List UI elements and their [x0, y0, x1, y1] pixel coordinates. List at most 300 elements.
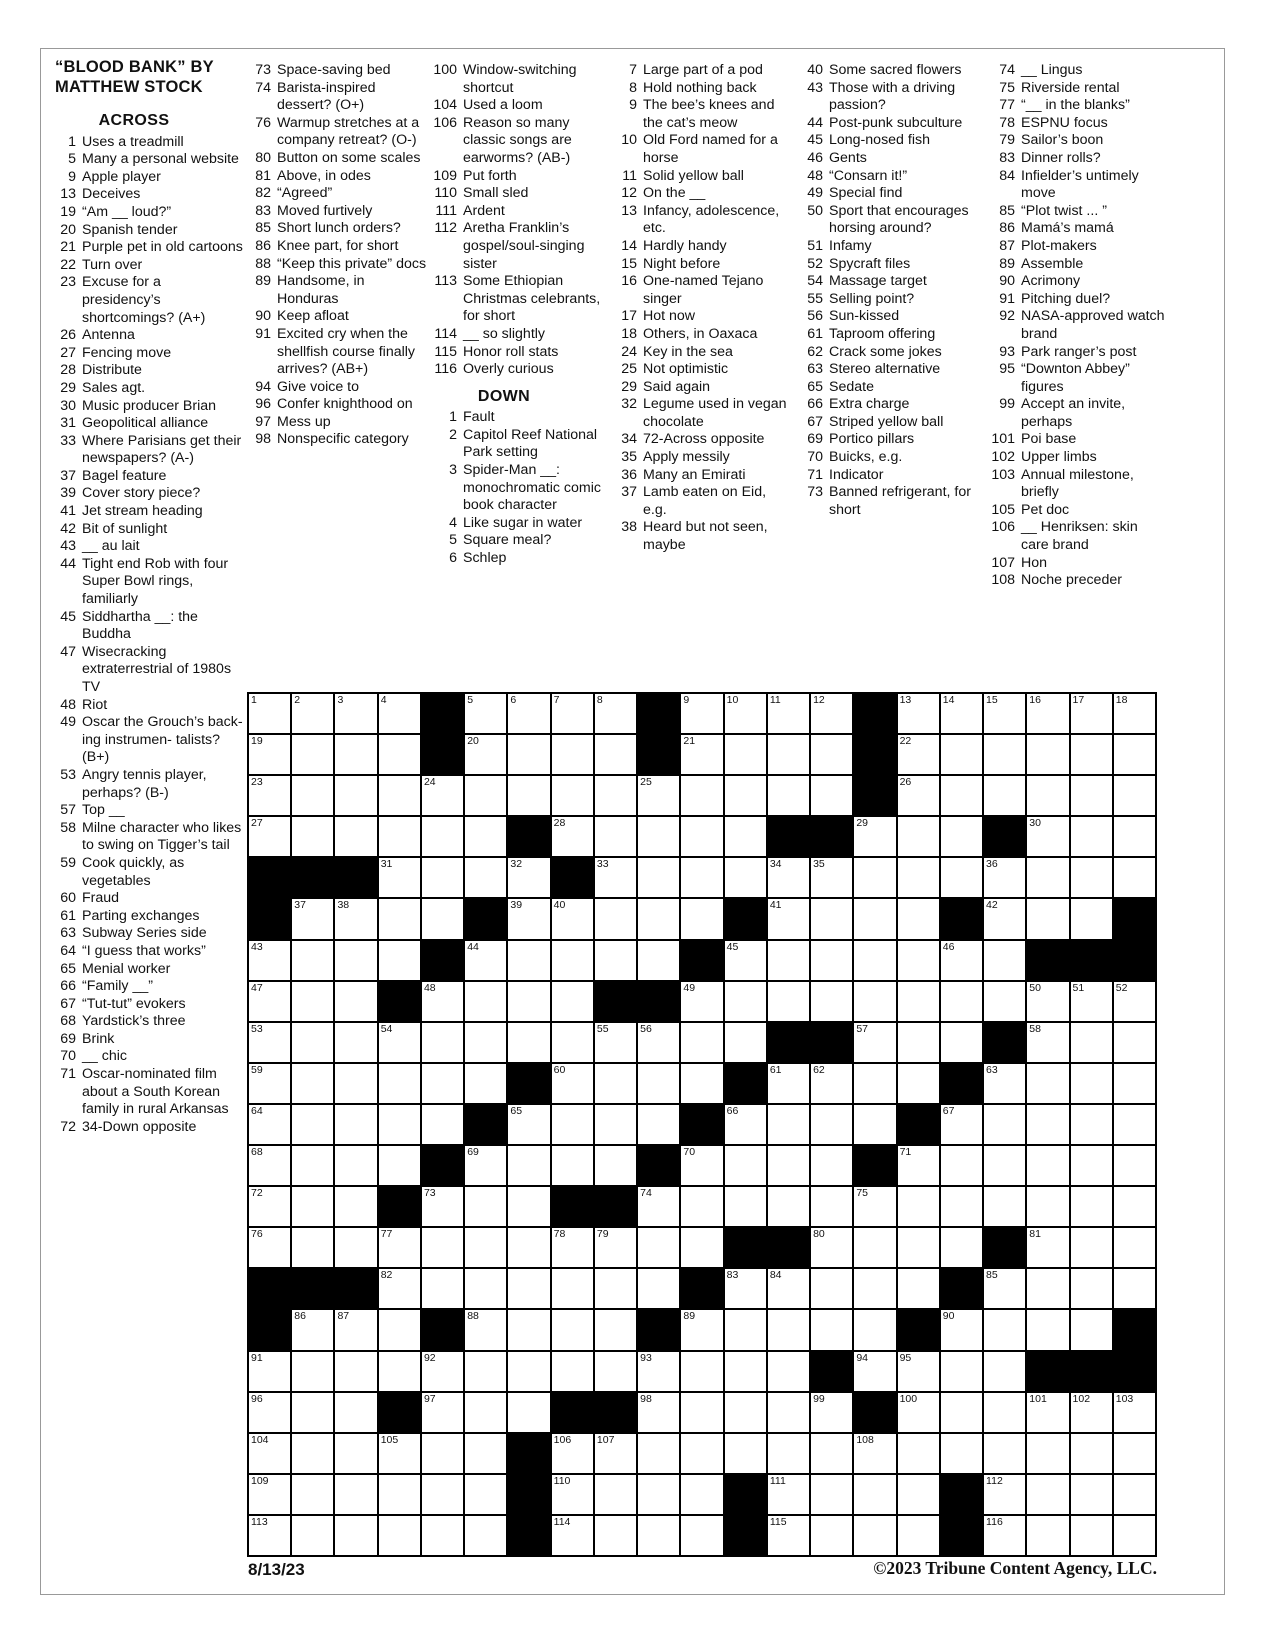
grid-cell[interactable] — [1071, 817, 1112, 856]
grid-cell[interactable] — [725, 1146, 766, 1185]
grid-cell[interactable] — [508, 694, 549, 733]
grid-cell[interactable] — [725, 858, 766, 897]
grid-cell[interactable] — [335, 1187, 376, 1226]
grid-cell[interactable] — [552, 1023, 593, 1062]
grid-cell[interactable] — [1027, 858, 1068, 897]
grid-cell[interactable] — [249, 1352, 290, 1391]
grid-cell[interactable] — [638, 941, 679, 980]
grid-cell[interactable] — [1027, 1434, 1068, 1473]
grid-cell[interactable] — [1027, 1064, 1068, 1103]
grid-cell[interactable] — [249, 982, 290, 1021]
grid-cell[interactable] — [638, 1352, 679, 1391]
grid-cell[interactable] — [725, 776, 766, 815]
grid-cell[interactable] — [422, 1269, 463, 1308]
grid-cell[interactable] — [811, 1269, 852, 1308]
grid-cell[interactable] — [422, 1105, 463, 1144]
grid-cell[interactable] — [335, 1064, 376, 1103]
grid-cell[interactable] — [595, 1146, 636, 1185]
grid-cell[interactable] — [854, 817, 895, 856]
grid-cell[interactable] — [292, 1146, 333, 1185]
grid-cell[interactable] — [335, 982, 376, 1021]
grid-cell[interactable] — [681, 858, 722, 897]
grid-cell[interactable] — [552, 941, 593, 980]
grid-cell[interactable] — [249, 1228, 290, 1267]
grid-cell[interactable] — [552, 899, 593, 938]
grid-cell[interactable] — [249, 694, 290, 733]
grid-cell[interactable] — [335, 694, 376, 733]
grid-cell[interactable] — [638, 776, 679, 815]
grid-cell[interactable] — [465, 776, 506, 815]
grid-cell[interactable] — [422, 776, 463, 815]
grid-cell[interactable] — [1071, 1269, 1112, 1308]
grid-cell[interactable] — [465, 1393, 506, 1432]
grid-cell[interactable] — [984, 941, 1025, 980]
grid-cell[interactable] — [854, 1187, 895, 1226]
grid-cell[interactable] — [1114, 1187, 1155, 1226]
grid-cell[interactable] — [898, 982, 939, 1021]
grid-cell[interactable] — [292, 1393, 333, 1432]
grid-cell[interactable] — [1027, 1516, 1068, 1555]
grid-cell[interactable] — [422, 1352, 463, 1391]
grid-cell[interactable] — [335, 1516, 376, 1555]
grid-cell[interactable] — [768, 1064, 809, 1103]
grid-cell[interactable] — [249, 1146, 290, 1185]
grid-cell[interactable] — [552, 1310, 593, 1349]
grid-cell[interactable] — [811, 1064, 852, 1103]
grid-cell[interactable] — [335, 1023, 376, 1062]
grid-cell[interactable] — [984, 1269, 1025, 1308]
grid-cell[interactable] — [725, 1434, 766, 1473]
grid-cell[interactable] — [725, 1187, 766, 1226]
grid-cell[interactable] — [1114, 817, 1155, 856]
grid-cell[interactable] — [811, 1434, 852, 1473]
grid-cell[interactable] — [984, 1475, 1025, 1514]
grid-cell[interactable] — [552, 694, 593, 733]
grid-cell[interactable] — [465, 1434, 506, 1473]
grid-cell[interactable] — [768, 1434, 809, 1473]
grid-cell[interactable] — [595, 941, 636, 980]
grid-cell[interactable] — [335, 1434, 376, 1473]
grid-cell[interactable] — [379, 1434, 420, 1473]
grid-cell[interactable] — [1114, 735, 1155, 774]
grid-cell[interactable] — [595, 1269, 636, 1308]
grid-cell[interactable] — [984, 1146, 1025, 1185]
grid-cell[interactable] — [292, 1187, 333, 1226]
grid-cell[interactable] — [1071, 1023, 1112, 1062]
grid-cell[interactable] — [292, 776, 333, 815]
grid-cell[interactable] — [898, 941, 939, 980]
grid-cell[interactable] — [379, 941, 420, 980]
grid-cell[interactable] — [811, 1393, 852, 1432]
grid-cell[interactable] — [1071, 982, 1112, 1021]
grid-cell[interactable] — [725, 694, 766, 733]
grid-cell[interactable] — [1027, 899, 1068, 938]
grid-cell[interactable] — [984, 694, 1025, 733]
grid-cell[interactable] — [768, 982, 809, 1021]
grid-cell[interactable] — [1027, 1269, 1068, 1308]
grid-cell[interactable] — [725, 1105, 766, 1144]
grid-cell[interactable] — [1114, 776, 1155, 815]
grid-cell[interactable] — [681, 735, 722, 774]
grid-cell[interactable] — [854, 858, 895, 897]
grid-cell[interactable] — [984, 982, 1025, 1021]
grid-cell[interactable] — [898, 694, 939, 733]
grid-cell[interactable] — [1071, 1393, 1112, 1432]
grid-cell[interactable] — [379, 858, 420, 897]
grid-cell[interactable] — [422, 858, 463, 897]
grid-cell[interactable] — [768, 776, 809, 815]
grid-cell[interactable] — [249, 817, 290, 856]
grid-cell[interactable] — [854, 899, 895, 938]
grid-cell[interactable] — [681, 776, 722, 815]
grid-cell[interactable] — [898, 776, 939, 815]
grid-cell[interactable] — [725, 1269, 766, 1308]
grid-cell[interactable] — [898, 1393, 939, 1432]
grid-cell[interactable] — [508, 776, 549, 815]
grid-cell[interactable] — [941, 1187, 982, 1226]
grid-cell[interactable] — [984, 1393, 1025, 1432]
grid-cell[interactable] — [725, 941, 766, 980]
grid-cell[interactable] — [335, 1146, 376, 1185]
grid-cell[interactable] — [941, 941, 982, 980]
grid-cell[interactable] — [465, 1516, 506, 1555]
grid-cell[interactable] — [681, 1310, 722, 1349]
grid-cell[interactable] — [1114, 1228, 1155, 1267]
grid-cell[interactable] — [379, 1475, 420, 1514]
grid-cell[interactable] — [984, 899, 1025, 938]
grid-cell[interactable] — [681, 1023, 722, 1062]
grid-cell[interactable] — [335, 1475, 376, 1514]
grid-cell[interactable] — [1071, 1310, 1112, 1349]
grid-cell[interactable] — [1027, 1023, 1068, 1062]
grid-cell[interactable] — [941, 1105, 982, 1144]
grid-cell[interactable] — [1114, 1064, 1155, 1103]
grid-cell[interactable] — [854, 1434, 895, 1473]
grid-cell[interactable] — [1071, 858, 1112, 897]
grid-cell[interactable] — [249, 776, 290, 815]
grid-cell[interactable] — [292, 1064, 333, 1103]
grid-cell[interactable] — [854, 1269, 895, 1308]
grid-cell[interactable] — [984, 1434, 1025, 1473]
grid-cell[interactable] — [941, 1146, 982, 1185]
grid-cell[interactable] — [941, 735, 982, 774]
grid-cell[interactable] — [811, 1187, 852, 1226]
grid-cell[interactable] — [638, 1393, 679, 1432]
grid-cell[interactable] — [422, 982, 463, 1021]
grid-cell[interactable] — [811, 858, 852, 897]
grid-cell[interactable] — [1027, 735, 1068, 774]
grid-cell[interactable] — [854, 1475, 895, 1514]
grid-cell[interactable] — [854, 941, 895, 980]
grid-cell[interactable] — [1071, 694, 1112, 733]
grid-cell[interactable] — [335, 776, 376, 815]
grid-cell[interactable] — [638, 899, 679, 938]
grid-cell[interactable] — [552, 1146, 593, 1185]
grid-cell[interactable] — [984, 1352, 1025, 1391]
grid-cell[interactable] — [292, 899, 333, 938]
grid-cell[interactable] — [811, 1310, 852, 1349]
grid-cell[interactable] — [595, 1228, 636, 1267]
grid-cell[interactable] — [681, 1064, 722, 1103]
grid-cell[interactable] — [984, 776, 1025, 815]
grid-cell[interactable] — [681, 1352, 722, 1391]
grid-cell[interactable] — [681, 982, 722, 1021]
grid-cell[interactable] — [552, 1228, 593, 1267]
grid-cell[interactable] — [508, 982, 549, 1021]
grid-cell[interactable] — [508, 858, 549, 897]
grid-cell[interactable] — [465, 1146, 506, 1185]
grid-cell[interactable] — [422, 1023, 463, 1062]
grid-cell[interactable] — [422, 817, 463, 856]
grid-cell[interactable] — [941, 817, 982, 856]
grid-cell[interactable] — [1027, 1393, 1068, 1432]
grid-cell[interactable] — [898, 1187, 939, 1226]
grid-cell[interactable] — [725, 982, 766, 1021]
grid-cell[interactable] — [595, 694, 636, 733]
grid-cell[interactable] — [1071, 1187, 1112, 1226]
grid-cell[interactable] — [379, 1146, 420, 1185]
grid-cell[interactable] — [379, 899, 420, 938]
grid-cell[interactable] — [595, 1064, 636, 1103]
grid-cell[interactable] — [249, 1187, 290, 1226]
grid-cell[interactable] — [465, 735, 506, 774]
grid-cell[interactable] — [292, 735, 333, 774]
grid-cell[interactable] — [1114, 1475, 1155, 1514]
grid-cell[interactable] — [898, 735, 939, 774]
grid-cell[interactable] — [335, 1352, 376, 1391]
grid-cell[interactable] — [681, 1228, 722, 1267]
grid-cell[interactable] — [1027, 1146, 1068, 1185]
grid-cell[interactable] — [552, 817, 593, 856]
grid-cell[interactable] — [768, 694, 809, 733]
grid-cell[interactable] — [422, 899, 463, 938]
grid-cell[interactable] — [508, 1393, 549, 1432]
grid-cell[interactable] — [508, 735, 549, 774]
grid-cell[interactable] — [552, 1064, 593, 1103]
grid-cell[interactable] — [249, 1064, 290, 1103]
grid-cell[interactable] — [681, 1187, 722, 1226]
grid-cell[interactable] — [941, 982, 982, 1021]
grid-cell[interactable] — [422, 1434, 463, 1473]
grid-cell[interactable] — [984, 1105, 1025, 1144]
grid-cell[interactable] — [379, 1269, 420, 1308]
grid-cell[interactable] — [1071, 1434, 1112, 1473]
grid-cell[interactable] — [811, 941, 852, 980]
grid-cell[interactable] — [379, 1064, 420, 1103]
grid-cell[interactable] — [854, 1516, 895, 1555]
grid-cell[interactable] — [854, 1064, 895, 1103]
grid-cell[interactable] — [379, 694, 420, 733]
grid-cell[interactable] — [681, 694, 722, 733]
grid-cell[interactable] — [941, 858, 982, 897]
grid-cell[interactable] — [811, 982, 852, 1021]
grid-cell[interactable] — [898, 1434, 939, 1473]
grid-cell[interactable] — [768, 1393, 809, 1432]
grid-cell[interactable] — [379, 1516, 420, 1555]
grid-cell[interactable] — [984, 1310, 1025, 1349]
grid-cell[interactable] — [854, 1023, 895, 1062]
grid-cell[interactable] — [292, 1228, 333, 1267]
grid-cell[interactable] — [465, 1228, 506, 1267]
grid-cell[interactable] — [1027, 1187, 1068, 1226]
grid-cell[interactable] — [725, 1352, 766, 1391]
grid-cell[interactable] — [811, 1475, 852, 1514]
grid-cell[interactable] — [898, 817, 939, 856]
grid-cell[interactable] — [292, 1516, 333, 1555]
grid-cell[interactable] — [1071, 1064, 1112, 1103]
grid-cell[interactable] — [292, 1352, 333, 1391]
grid-cell[interactable] — [465, 1269, 506, 1308]
grid-cell[interactable] — [638, 1516, 679, 1555]
grid-cell[interactable] — [898, 899, 939, 938]
grid-cell[interactable] — [422, 1228, 463, 1267]
grid-cell[interactable] — [595, 1434, 636, 1473]
grid-cell[interactable] — [1071, 735, 1112, 774]
grid-cell[interactable] — [1027, 1228, 1068, 1267]
grid-cell[interactable] — [335, 1228, 376, 1267]
grid-cell[interactable] — [1071, 1475, 1112, 1514]
grid-cell[interactable] — [898, 1352, 939, 1391]
grid-cell[interactable] — [379, 1228, 420, 1267]
grid-cell[interactable] — [508, 1105, 549, 1144]
grid-cell[interactable] — [1071, 1146, 1112, 1185]
grid-cell[interactable] — [1114, 694, 1155, 733]
grid-cell[interactable] — [638, 1269, 679, 1308]
grid-cell[interactable] — [854, 982, 895, 1021]
grid-cell[interactable] — [335, 735, 376, 774]
grid-cell[interactable] — [768, 899, 809, 938]
grid-cell[interactable] — [638, 817, 679, 856]
grid-cell[interactable] — [854, 1105, 895, 1144]
grid-cell[interactable] — [725, 1023, 766, 1062]
grid-cell[interactable] — [1071, 776, 1112, 815]
grid-cell[interactable] — [1027, 817, 1068, 856]
grid-cell[interactable] — [854, 1228, 895, 1267]
grid-cell[interactable] — [941, 776, 982, 815]
grid-cell[interactable] — [379, 776, 420, 815]
grid-cell[interactable] — [379, 735, 420, 774]
grid-cell[interactable] — [768, 1352, 809, 1391]
grid-cell[interactable] — [379, 817, 420, 856]
grid-cell[interactable] — [768, 941, 809, 980]
grid-cell[interactable] — [595, 1352, 636, 1391]
grid-cell[interactable] — [898, 1146, 939, 1185]
grid-cell[interactable] — [508, 1228, 549, 1267]
grid-cell[interactable] — [595, 817, 636, 856]
grid-cell[interactable] — [552, 1434, 593, 1473]
grid-cell[interactable] — [465, 941, 506, 980]
grid-cell[interactable] — [681, 1475, 722, 1514]
grid-cell[interactable] — [292, 1475, 333, 1514]
grid-cell[interactable] — [595, 1516, 636, 1555]
grid-cell[interactable] — [379, 1352, 420, 1391]
grid-cell[interactable] — [1027, 694, 1068, 733]
grid-cell[interactable] — [552, 776, 593, 815]
grid-cell[interactable] — [681, 1516, 722, 1555]
grid-cell[interactable] — [1027, 1475, 1068, 1514]
grid-cell[interactable] — [249, 1023, 290, 1062]
grid-cell[interactable] — [638, 1228, 679, 1267]
grid-cell[interactable] — [422, 1187, 463, 1226]
grid-cell[interactable] — [292, 817, 333, 856]
grid-cell[interactable] — [941, 1393, 982, 1432]
grid-cell[interactable] — [898, 858, 939, 897]
grid-cell[interactable] — [638, 1475, 679, 1514]
grid-cell[interactable] — [292, 941, 333, 980]
grid-cell[interactable] — [638, 1434, 679, 1473]
grid-cell[interactable] — [465, 1310, 506, 1349]
grid-cell[interactable] — [292, 1434, 333, 1473]
grid-cell[interactable] — [465, 1475, 506, 1514]
grid-cell[interactable] — [768, 1146, 809, 1185]
grid-cell[interactable] — [811, 899, 852, 938]
grid-cell[interactable] — [1027, 1310, 1068, 1349]
grid-cell[interactable] — [249, 1516, 290, 1555]
grid-cell[interactable] — [379, 1023, 420, 1062]
grid-cell[interactable] — [465, 1023, 506, 1062]
grid-cell[interactable] — [1114, 1269, 1155, 1308]
grid-cell[interactable] — [249, 735, 290, 774]
grid-cell[interactable] — [292, 982, 333, 1021]
grid-cell[interactable] — [552, 982, 593, 1021]
grid-cell[interactable] — [595, 735, 636, 774]
grid-cell[interactable] — [768, 858, 809, 897]
grid-cell[interactable] — [422, 1393, 463, 1432]
grid-cell[interactable] — [1114, 1393, 1155, 1432]
grid-cell[interactable] — [508, 1146, 549, 1185]
grid-cell[interactable] — [1114, 1105, 1155, 1144]
grid-cell[interactable] — [249, 1105, 290, 1144]
grid-cell[interactable] — [1027, 776, 1068, 815]
grid-cell[interactable] — [379, 1105, 420, 1144]
grid-cell[interactable] — [595, 858, 636, 897]
grid-cell[interactable] — [811, 1228, 852, 1267]
grid-cell[interactable] — [595, 1023, 636, 1062]
grid-cell[interactable] — [422, 1475, 463, 1514]
grid-cell[interactable] — [552, 1516, 593, 1555]
grid-cell[interactable] — [508, 1023, 549, 1062]
grid-cell[interactable] — [1071, 1228, 1112, 1267]
grid-cell[interactable] — [984, 1187, 1025, 1226]
grid-cell[interactable] — [335, 899, 376, 938]
grid-cell[interactable] — [552, 1475, 593, 1514]
grid-cell[interactable] — [292, 694, 333, 733]
grid-cell[interactable] — [292, 1310, 333, 1349]
grid-cell[interactable] — [1114, 1023, 1155, 1062]
grid-cell[interactable] — [249, 1475, 290, 1514]
grid-cell[interactable] — [552, 735, 593, 774]
grid-cell[interactable] — [941, 1228, 982, 1267]
grid-cell[interactable] — [984, 1064, 1025, 1103]
grid-cell[interactable] — [854, 1352, 895, 1391]
grid-cell[interactable] — [335, 817, 376, 856]
grid-cell[interactable] — [811, 735, 852, 774]
grid-cell[interactable] — [508, 1352, 549, 1391]
grid-cell[interactable] — [725, 817, 766, 856]
grid-cell[interactable] — [984, 1516, 1025, 1555]
grid-cell[interactable] — [984, 858, 1025, 897]
grid-cell[interactable] — [1114, 982, 1155, 1021]
grid-cell[interactable] — [249, 941, 290, 980]
grid-cell[interactable] — [249, 1434, 290, 1473]
grid-cell[interactable] — [1071, 899, 1112, 938]
grid-cell[interactable] — [1114, 1434, 1155, 1473]
grid-cell[interactable] — [508, 1269, 549, 1308]
grid-cell[interactable] — [465, 694, 506, 733]
grid-cell[interactable] — [811, 776, 852, 815]
grid-cell[interactable] — [768, 1310, 809, 1349]
grid-cell[interactable] — [1114, 1516, 1155, 1555]
